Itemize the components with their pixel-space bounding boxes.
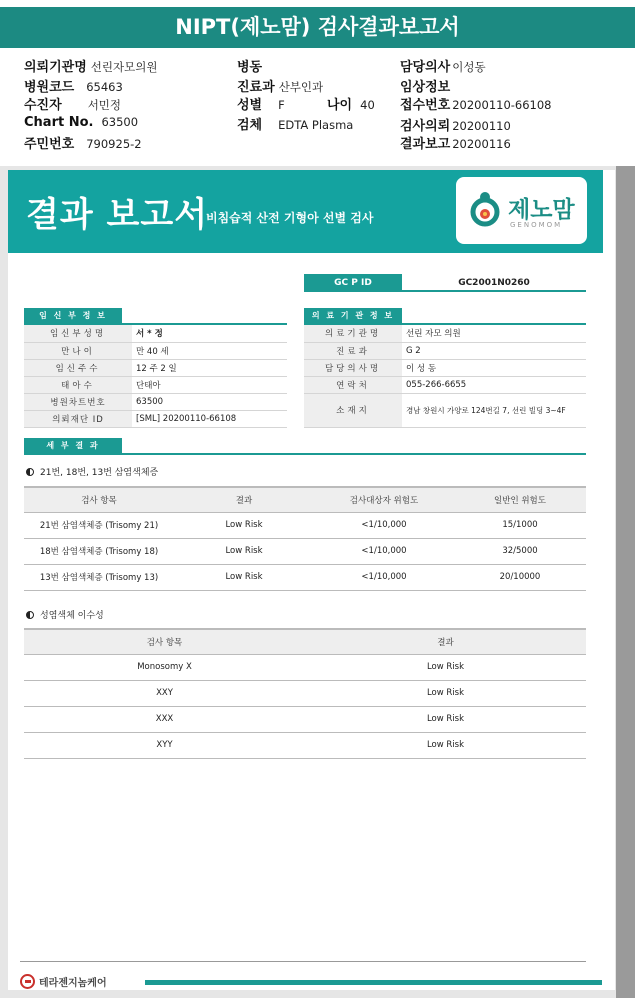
genomom-logo-icon (468, 190, 502, 230)
header-field: 병원코드 65463 (24, 80, 123, 95)
vertical-scrollbar[interactable] (616, 166, 635, 998)
header-field: 진료과 산부인과 (237, 80, 324, 95)
half-circle-icon (26, 611, 34, 619)
table-row: XXY Low Risk (24, 680, 586, 706)
header-field: Chart No. 63500 (24, 115, 139, 130)
table-row: 만나이 만 40 세 (24, 342, 287, 359)
table-row: 진료과 G 2 (304, 342, 586, 359)
footer-company-logo: 테라젠지놈케어 (20, 974, 107, 989)
report-banner (8, 170, 603, 253)
header-field: 주민번호 790925-2 (24, 137, 142, 152)
table-row: 담당의사명 이 성 동 (304, 359, 586, 376)
half-circle-icon (26, 468, 34, 476)
header-field: 의뢰기관명 선린자모의원 (24, 60, 158, 75)
hospital-info-heading: 의 료 기 관 정 보 (304, 308, 402, 324)
header-field: 담당의사 이성동 (400, 60, 486, 75)
header-field: 병동 (237, 60, 263, 75)
header-field-age: 나이 40 (327, 98, 375, 113)
table-row: 태아수 단태아 (24, 376, 287, 393)
company-logo-icon (20, 974, 35, 989)
trisomy-section-title: 21번, 18번, 13번 삼염색체증 (26, 465, 158, 478)
table-row: 13번 삼염색체증 (Trisomy 13) Low Risk <1/10,000 20/10000 (24, 564, 586, 590)
gcp-id-label: GC P ID (304, 274, 402, 292)
table-header-row: 검사 항목 결과 (24, 629, 586, 654)
sex-chromosome-results-table (24, 628, 586, 759)
gcp-id-value: GC2001N0260 (402, 274, 586, 292)
header-field: 검사의뢰 20200110 (400, 119, 511, 134)
sex-chromosome-section-title: 성염색체 이수성 (26, 608, 104, 621)
table-row: Monosomy X Low Risk (24, 654, 586, 680)
table-row: 의료기관명 선린 자모 의원 (304, 325, 586, 342)
table-row: 18번 삼염색체증 (Trisomy 18) Low Risk <1/10,000 32/5000 (24, 538, 586, 564)
table-row: 연락처 055-266-6655 (304, 376, 586, 393)
hospital-info-table (304, 325, 586, 428)
table-row: 병원차트번호 63500 (24, 393, 287, 410)
patient-info-heading: 임 신 부 정 보 (24, 308, 122, 324)
table-row: 의뢰재단 ID [SML] 20200110-66108 (24, 410, 287, 427)
header-field: 임상정보 (400, 80, 451, 95)
detail-results-heading: 세 부 결 과 (24, 438, 122, 454)
table-row: 21번 삼염색체증 (Trisomy 21) Low Risk <1/10,000 15/1000 (24, 512, 586, 538)
footer-divider (20, 961, 586, 962)
table-row: XXX Low Risk (24, 706, 586, 732)
header-field: 검체 EDTA Plasma (237, 118, 354, 133)
patient-info-table (24, 325, 287, 428)
banner-subtitle: 비침습적 산전 기형아 선별 검사 (206, 211, 374, 225)
logo-text: 제노맘 (508, 197, 575, 223)
header-field: 수진자 서민정 (24, 98, 122, 113)
header-field: 성별 F (237, 98, 285, 113)
genomom-logo (456, 177, 587, 244)
table-row: 임신주수 12 주 2 일 (24, 359, 287, 376)
table-row: XYY Low Risk (24, 732, 586, 758)
table-row: 소재지 경남 창원시 가양로 124번길 7, 선린 빌딩 3~4F (304, 393, 586, 427)
footer-accent-bar (145, 980, 602, 985)
logo-subtext: GENOMOM (510, 221, 563, 229)
header-field: 접수번호 20200110-66108 (400, 98, 552, 113)
trisomy-results-table (24, 486, 586, 591)
header-field: 결과보고 20200116 (400, 137, 511, 152)
patient-header (0, 48, 635, 166)
table-row: 임신부성명 서 * 정 (24, 325, 287, 342)
divider (24, 453, 586, 455)
report-title: NIPT(제노맘) 검사결과보고서 (0, 7, 635, 48)
report-page (8, 170, 615, 990)
banner-title: 결과 보고서 (26, 195, 209, 235)
table-header-row: 검사 항목 결과 검사대상자 위험도 일반인 위험도 (24, 487, 586, 512)
